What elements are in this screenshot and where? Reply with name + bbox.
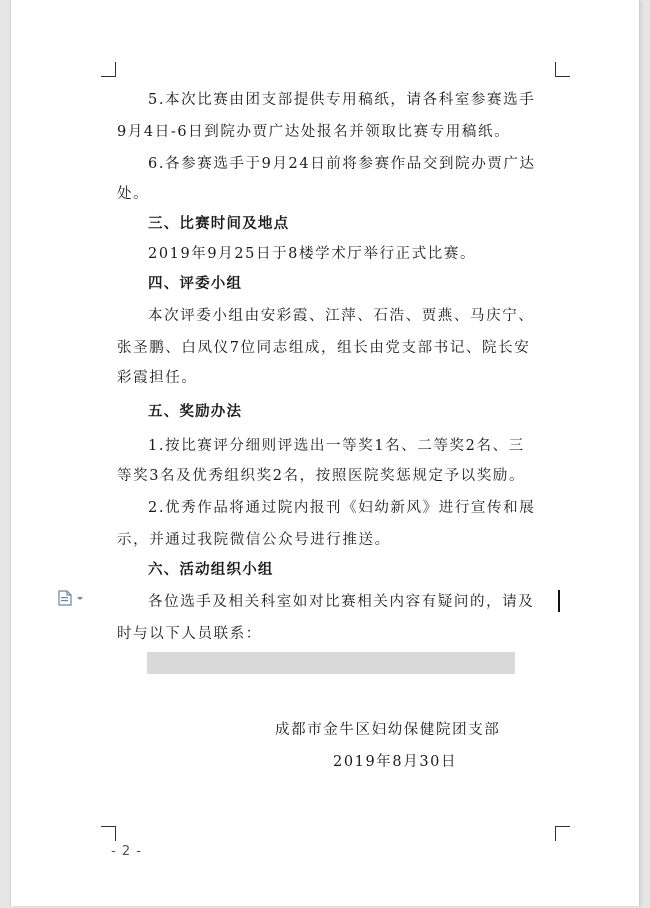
section-heading: 四、评委小组 bbox=[148, 276, 243, 292]
crop-mark-top-left bbox=[101, 62, 116, 77]
paragraph-line: 2019年9月25日于8楼学术厅举行正式比赛。 bbox=[148, 246, 477, 262]
text-cursor bbox=[558, 590, 560, 612]
section-heading: 三、比赛时间及地点 bbox=[148, 216, 290, 232]
paragraph-line: 张圣鹏、白凤仪7位同志组成，组长由党支部书记、院长安 bbox=[117, 340, 531, 356]
paragraph-line: 各位选手及相关科室如对比赛相关内容有疑问的，请及 bbox=[148, 594, 535, 610]
paragraph-line: 彩霞担任。 bbox=[117, 370, 198, 386]
crop-mark-bottom-left bbox=[101, 826, 116, 841]
section-heading: 六、活动组织小组 bbox=[148, 562, 274, 578]
paragraph-line: 6.各参赛选手于9月24日前将参赛作品交到院办贾广达 bbox=[148, 156, 536, 172]
page-number: - 2 - bbox=[111, 844, 142, 859]
crop-mark-top-right bbox=[555, 62, 570, 77]
paragraph-line: 示，并通过我院微信公众号进行推送。 bbox=[117, 532, 391, 548]
document-page bbox=[10, 0, 640, 906]
signature-date: 2019年8月30日 bbox=[333, 754, 458, 770]
paragraph-line: 2.优秀作品将通过院内报刊《妇幼新风》进行宣传和展 bbox=[148, 500, 536, 516]
signature-organization: 成都市金牛区妇幼保健院团支部 bbox=[275, 722, 501, 738]
crop-mark-bottom-right bbox=[555, 826, 570, 841]
paragraph-line: 1.按比赛评分细则评选出一等奖1名、二等奖2名、三 bbox=[148, 438, 525, 454]
paragraph-line: 处。 bbox=[117, 186, 150, 202]
paragraph-line: 5.本次比赛由团支部提供专用稿纸，请各科室参赛选手 bbox=[148, 92, 536, 108]
redacted-contact-block bbox=[147, 652, 515, 674]
paragraph-line: 等奖3名及优秀组织奖2名，按照医院奖惩规定予以奖励。 bbox=[117, 468, 526, 484]
document-icon[interactable] bbox=[57, 590, 85, 606]
paragraph-line: 9月4日-6日到院办贾广达处报名并领取比赛专用稿纸。 bbox=[117, 124, 511, 140]
paragraph-line: 本次评委小组由安彩霞、江萍、石浩、贾燕、马庆宁、 bbox=[148, 308, 535, 324]
paragraph-line: 时与以下人员联系： bbox=[117, 626, 262, 642]
section-heading: 五、奖励办法 bbox=[148, 404, 243, 420]
